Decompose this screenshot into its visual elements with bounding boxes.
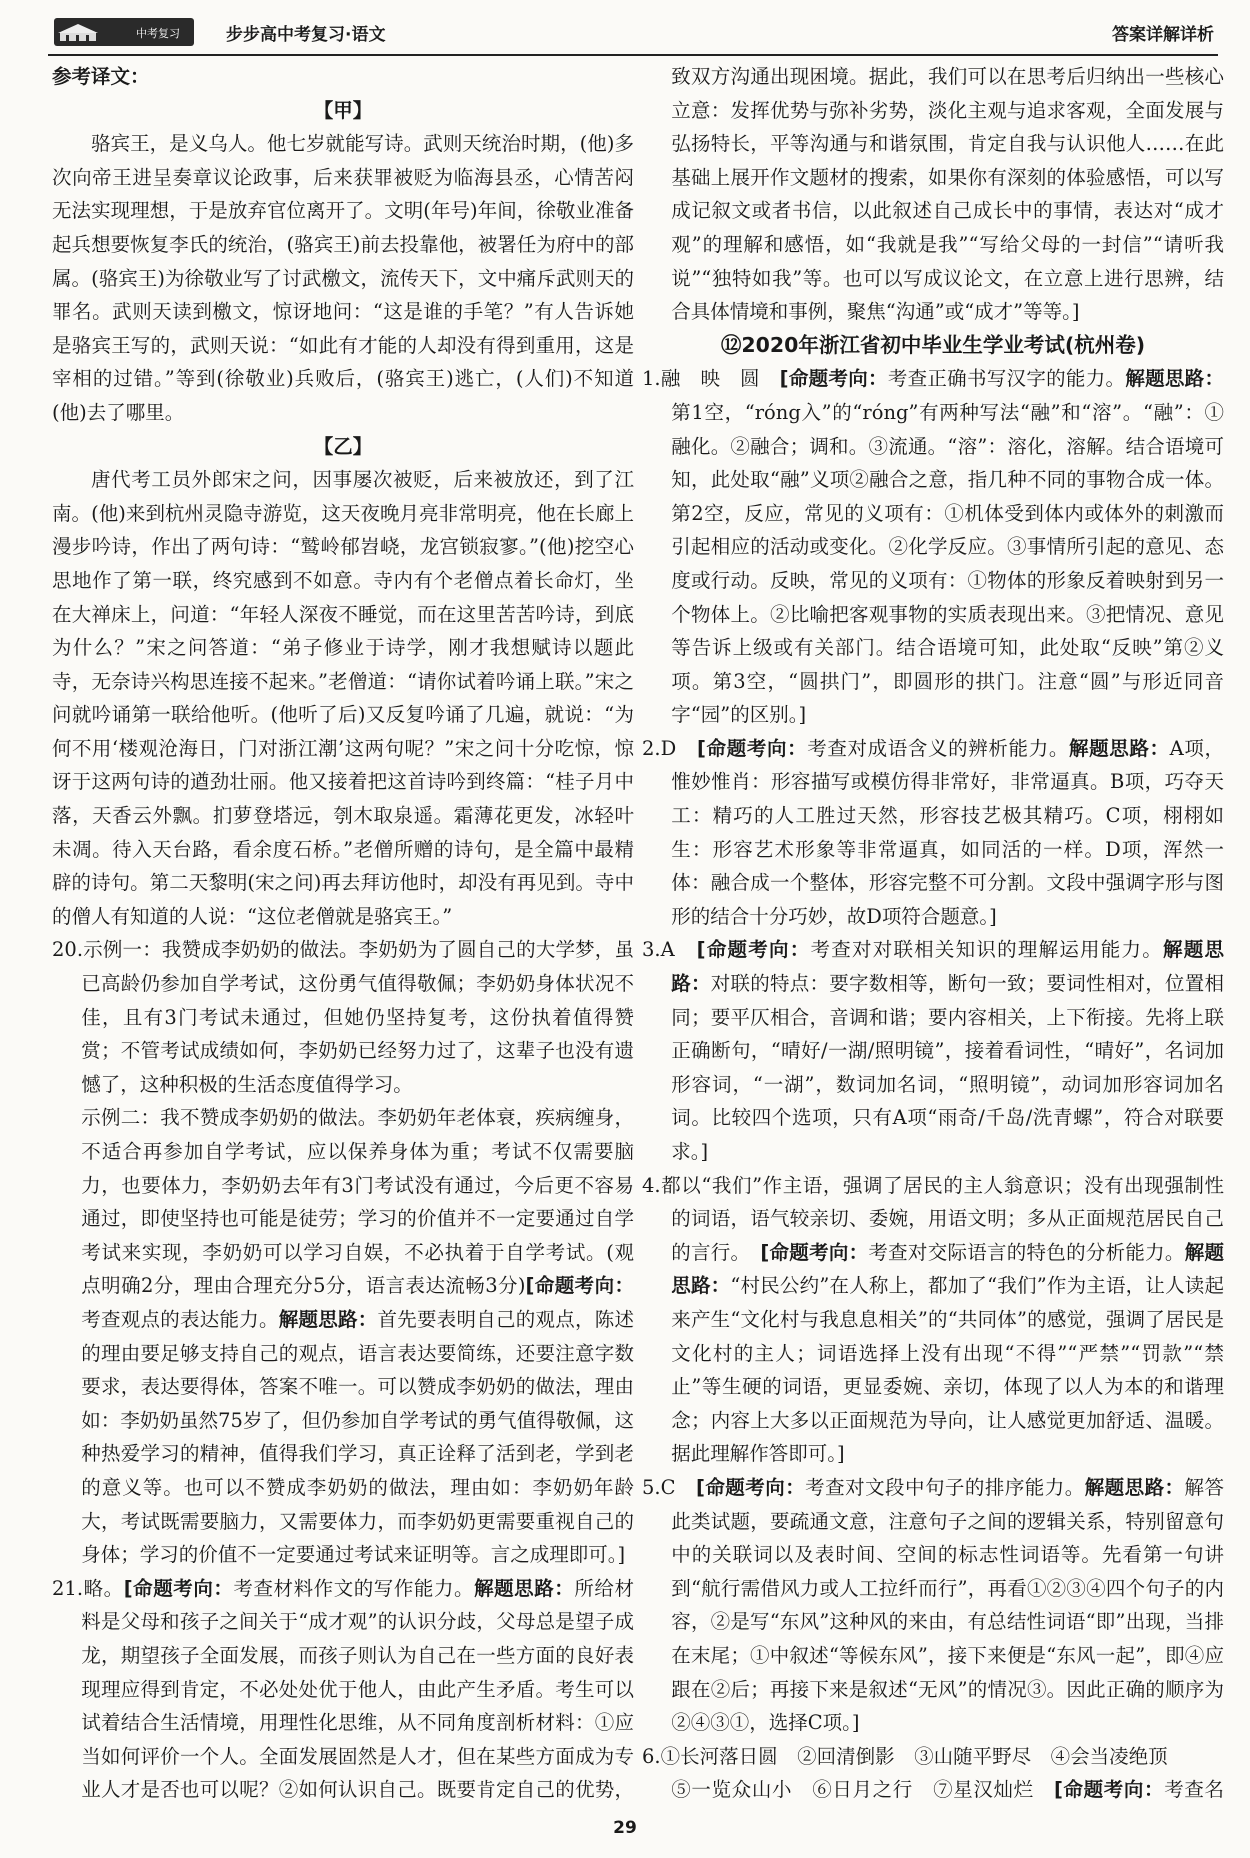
question-20: [52, 933, 634, 1101]
question-20-example-2: [52, 1101, 634, 1571]
approach-text: “村民公约”在人称上，都加了“我们”作为主语，让人读起来产生“文化村与我息息相关”的“共同体”的感觉，强调了居民是文化村的主人；词语选择上没有出现“不得”“严禁”“罚款”“禁止”等生硬的词语，更显委婉、亲切，体现了以人为本的和谐理念；内容上大多以正面规范为导向，让人感觉更加舒适、温暖。据此理解作答即可。]: [671, 1274, 1224, 1466]
topic-text: 考查对对联相关知识的理解运用能力。: [810, 938, 1163, 962]
answer-example-2: 示例二：我不赞成李奶奶的做法。李奶奶年老体衰，疾病缠身，不适合再参加自学考试，应以保养身体为重；考试不仅需要脑力，也要体力，李奶奶去年有3门考试没有通过，今后更不容易通过，即使坚持也可能是徒劳；学习的价值并不一定要通过自学考试来实现，李奶奶可以学习自娱，不必执着于自学考试。(观点明确2分，理由合理充分5分，语言表达流畅3分): [81, 1106, 634, 1298]
answer-lead: 略。: [83, 1576, 124, 1600]
question-number: 1.: [642, 367, 661, 391]
building-logo-icon: [58, 21, 98, 43]
approach-text: 所给材料是父母和孩子之间关于“成才观”的认识分歧，父母总是望子成龙，期望孩子全面发展，而孩子则认为自己在一些方面的良好表现理应得到肯定，不必处处优于他人，由此产生矛盾。考生可以试着结合生活情境，用理性化思维，从不同角度剖析材料：①应当如何评价一个人。全面发展固然是人才，但在某些方面成为专业人才是否也可以呢？②如何认识自己。既要肯定自己的优势，: [81, 1576, 634, 1802]
exam-title: ⑫2020年浙江省初中毕业生学业考试(杭州卷): [720, 332, 1146, 357]
topic-text: 考查对成语含义的辨析能力。: [807, 736, 1069, 760]
approach-text: 解答此类试题，要疏通文意，注意句子之间的逻辑关系，特别留意句中的关联词以及表时间、空间的标志性词语等。先看第一句讲到“航行需借风力或人工拉纤而行”，再看①②③④四个句子的内容，②是写“东风”这种风的来由，有总结性词语“即”出现，当排在末尾；①中叙述“等候东风”，接下来便是“东风一起”，即④应跟在②后；再接下来是叙述“无风”的情况③。因此正确的顺序为②④③①，选择C项。]: [671, 1475, 1224, 1735]
approach-text: A项，惟妙惟肖：形容描写或模仿得非常好，非常逼真。B项，巧夺天工：精巧的人工胜过天然，形容技艺极其精巧。C项，栩栩如生：形容艺术形象等非常逼真，如同活的一样。D项，浑然一体：融合成一个整体，形容完整不可分割。文段中强调字形与图形的结合十分巧妙，故D项符合题意。]: [671, 736, 1224, 928]
jia-paragraph: 骆宾王，是义乌人。他七岁就能写诗。武则天统治时期，(他)多次向帝王进呈奏章议论政事，后来获罪被贬为临海县丞，心情苦闷无法实现理想，于是放弃官位离开了。文明(年号)年间，徐敬业准备起兵想要恢复李氏的统治，(骆宾王)前去投靠他，被署任为府中的部属。(骆宾王)为徐敬业写了讨武檄文，流传天下，文中痛斥武则天的罪名。武则天读到檄文，惊讶地问：“这是谁的手笔？”有人告诉她是骆宾王写的，武则天说：“如此有才能的人却没有得到重用，这是宰相的过错。”等到(徐敬业)兵败后，(骆宾王)逃亡，(人们)不知道(他)去了哪里。: [52, 132, 634, 424]
tag-topic: [命题考向：: [779, 367, 888, 391]
page-header: [48, 14, 1218, 56]
topic-text: 考查对文段中句子的排序能力。: [805, 1475, 1085, 1499]
topic-text: 考查名: [1164, 1778, 1224, 1802]
tag-topic: [命题考向：: [697, 736, 808, 760]
question-number: 6.: [642, 1744, 661, 1768]
tag-approach: 解题思路：: [474, 1576, 575, 1600]
section-title: 答案详解详析: [1112, 25, 1214, 45]
approach-text: 对联的特点：要字数相等，断句一致；要词性相对，位置相同；要平仄相合，音调和谐；要内容相关，上下衔接。先将上联正确断句，“晴好/一湖/照明镜”，接着看词性，“晴好”，名词加形容词，“一湖”，数词加名词，“照明镜”，动词加形容词加名词。比较四个选项，只有A项“雨奇/千岛/洗青螺”，符合对联要求。]: [671, 972, 1224, 1163]
topic-text: 考查对交际语言的特色的分析能力。: [868, 1240, 1185, 1264]
question-number: 4.: [642, 1173, 661, 1197]
topic-text: 考查正确书写汉字的能力。: [887, 367, 1126, 391]
question-4: [642, 1169, 1224, 1471]
tag-topic: [命题考向：: [123, 1576, 234, 1600]
logo-text: 中考复习: [136, 27, 180, 40]
tag-topic: [命题考向：: [760, 1240, 869, 1264]
tag-approach: 解题思路：: [278, 1307, 378, 1331]
question-21: [52, 1572, 634, 1805]
publisher-logo: [54, 18, 194, 46]
tag-approach: 解题思路：: [1084, 1475, 1185, 1499]
tag-approach: 解题思路：: [1068, 736, 1170, 760]
question-3: [642, 933, 1224, 1168]
question-number: 21.: [52, 1576, 84, 1600]
question-1: [642, 362, 1224, 732]
answer-example-1: 示例一：我赞成李奶奶的做法。李奶奶为了圆自己的大学梦，虽已高龄仍参加自学考试，这份勇气值得敬佩；李奶奶身体状况不佳，且有3门考试未通过，但她仍坚持复考，这份执着值得赞赏；不管考试成绩如何，李奶奶已经努力过了，这辈子也没有遗憾了，这种积极的生活态度值得学习。: [81, 938, 634, 1096]
question-2: [642, 732, 1224, 934]
question-number: 20.: [52, 938, 84, 962]
approach-text: 首先要表明自己的观点，陈述的理由要足够支持自己的观点，语言表达要简练，还要注意字数要求，表达要得体，答案不唯一。可以赞成李奶奶的做法，理由如：李奶奶虽然75岁了，但仍参加自学考试的勇气值得敬佩，这种热爱学习的精神，值得我们学习，真正诠释了活到老，学到老的意义等。也可以不赞成李奶奶的做法，理由如：李奶奶年龄大，考试既需要脑力，又需要体力，而李奶奶更需要重视自己的身体；学习的价值不一定要通过考试来证明等。言之成理即可。]: [81, 1307, 634, 1567]
tag-approach: 解题思路：: [671, 1240, 1224, 1298]
tag-topic: [命题考向：: [1053, 1778, 1165, 1802]
left-column: [52, 60, 634, 1805]
tag-topic: [命题考向：: [696, 938, 811, 962]
tag-approach: 解题思路：: [1125, 367, 1224, 391]
question-6-continued: [642, 1773, 1224, 1805]
question-21-continued: 致双方沟通出现困境。据此，我们可以在思考后归纳出一些核心立意：发挥优势与弥补劣势，淡化主观与追求客观，全面发展与弘扬特长，平等沟通与和谐氛围，肯定自我与认识他人……在此基础上展开作文题材的搜索，如果你有深刻的体验感悟，可以写成记叙文或者书信，以此叙述自己成长中的事情，表达对“成才观”的理解和感悟，如“我就是我”“写给父母的一封信”“请听我说”“独特如我”等。也可以写成议论文，在立意上进行思辨，结合具体情境和事例，聚焦“沟通”或“成才”等等。]: [671, 65, 1224, 324]
answer-lead: A: [660, 938, 697, 962]
right-column: [642, 60, 1224, 1805]
question-number: 2.: [642, 736, 661, 760]
reference-translation-heading: 参考译文：: [52, 65, 150, 88]
question-number: 5.: [642, 1475, 661, 1499]
tag-topic: [命题考向：: [525, 1274, 634, 1298]
answer-lead-2: ⑤一览众山小 ⑥日月之行 ⑦星汉灿烂: [671, 1778, 1054, 1802]
topic-text: 考查材料作文的写作能力。: [233, 1576, 475, 1600]
yi-paragraph: 唐代考工员外郎宋之问，因事屡次被贬，后来被放还，到了江南。(他)来到杭州灵隐寺游览，这天夜晚月亮非常明亮，他在长廊上漫步吟诗，作出了两句诗：“鹫岭郁岧峣，龙宫锁寂寥。”(他)挖空心思地作了第一联，终究感到不如意。寺内有个老僧点着长命灯，坐在大禅床上，问道：“年轻人深夜不睡觉，而在这里苦苦吟诗，到底为什么？”宋之问答道：“弟子修业于诗学，刚才我想赋诗以题此寺，无奈诗兴构思连接不起来。”老僧道：“请你试着吟诵上联。”宋之问就吟诵第一联给他听。(他听了后)又反复吟诵了几遍，就说：“为何不用‘楼观沧海日，门对浙江潮’这两句呢？”宋之问十分吃惊，惊讶于这两句诗的遒劲壮丽。他又接着把这首诗吟到终篇：“桂子月中落，天香云外飘。扪萝登塔远，刳木取泉遥。霜薄花更发，冰轻叶未凋。待入天台路，看余度石桥。”老僧所赠的诗句，是全篇中最精辟的诗句。第二天黎明(宋之问)再去拜访他时，却没有再见到。寺中的僧人有知道的人说：“这位老僧就是骆宾王。”: [52, 468, 634, 928]
page-number: 29: [613, 1818, 637, 1838]
tag-topic: [命题考向：: [695, 1475, 806, 1499]
answer-lead: 都以“我们”作主语，强调了居民的主人翁意识；没有出现强制性的词语，语气较亲切、委婉，用语文明；多从正面规范居民自己的言行。: [660, 1173, 1224, 1264]
question-number: 3.: [642, 938, 661, 962]
book-title: 步步高中考复习·语文: [226, 25, 386, 45]
approach-text: 第1空，“róng入”的“róng”有两种写法“融”和“溶”。“融”：①融化。②融合；调和。③流通。“溶”：溶化，溶解。结合语境可知，此处取“融”义项②融合之意，指几种不同的事物合成一体。第2空，反应，常见的义项有：①机体受到体内或体外的刺激而引起相应的活动或变化。②化学反应。③事情所引起的意见、态度或行动。反映，常见的义项有：①物体的形象反着映射到另一个物体上。②比喻把客观事物的实质表现出来。③把情况、意见等告诉上级或有关部门。结合语境可知，此处取“反映”第②义项。第3空，“圆拱门”，即圆形的拱门。注意“圆”与形近同音字“园”的区别。]: [671, 400, 1224, 727]
answer-lead: D: [660, 736, 698, 760]
tag-approach: 解题思路：: [671, 938, 1224, 996]
yi-heading: 【乙】: [313, 434, 373, 458]
topic-text: 考查观点的表达能力。: [81, 1307, 279, 1331]
answer-lead: C: [660, 1475, 696, 1499]
jia-heading: 【甲】: [313, 98, 373, 122]
question-6: [642, 1740, 1224, 1774]
answer-lead: 融 映 圆: [660, 367, 780, 391]
question-5: [642, 1471, 1224, 1740]
answer-lead-1: ①长河落日圆 ②回清倒影 ③山随平野尽 ④会当凌绝顶: [660, 1744, 1168, 1768]
